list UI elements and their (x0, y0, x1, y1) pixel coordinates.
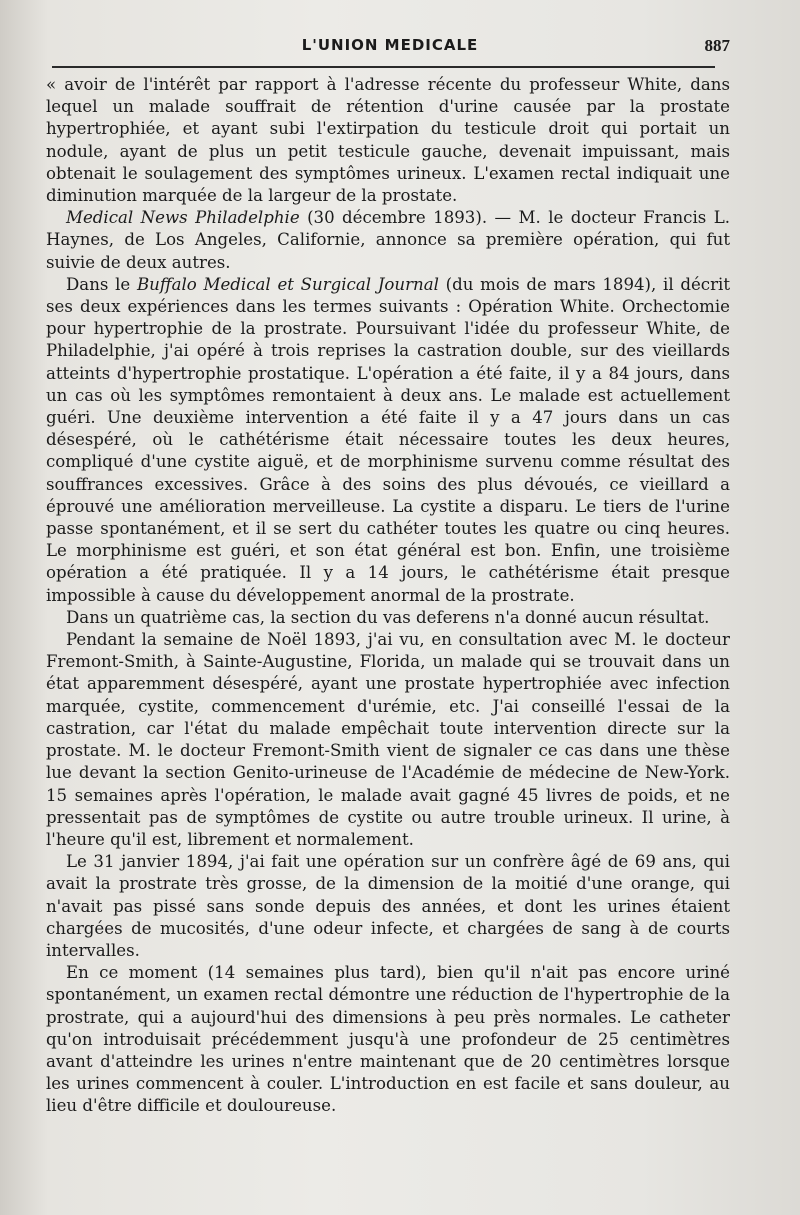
header-rule (52, 66, 715, 68)
paragraph (46, 607, 730, 629)
page-number: 887 (704, 36, 730, 55)
text-run: En ce moment (14 semaines plus tard), bien qu'il n'ait pas encore uriné spontanément, un examen rectal démontre une réduction de l'hypertrophie de la prostrate, qui a aujourd'hui des dimensions à peu près normales. Le catheter qu'on introduisait précédemment jusqu'à une profondeur de 25 centimètres avant d'atteindre les urines n'entre maintenant que de 20 centimètres lorsque les urines commencent à couler. L'introduction en est facile et sans douleur, au lieu d'être difficile et douloureuse. (46, 963, 730, 1116)
text-run: (30 décembre 1893). — M. le docteur Francis L. Haynes, de Los Angeles, Californie, annonce sa première opération, qui fut suivie de deux autres. (46, 208, 730, 272)
text-run: (du mois de mars 1894), il décrit ses deux expériences dans les termes suivants : Opération White. Orchectomie pour hypertrophie de la prostrate. Poursuivant l'idée du professeur White, de Philadelphie, j'ai opéré à trois reprises la castration double, sur des vieillards atteints d'hypertrophie prostatique. L'opération a été faite, il y a 84 jours, dans un cas où les symptômes remontaient à deux ans. Le malade est actuellement guéri. Une deuxième intervention a été faite il y a 47 jours dans un cas désespéré, où le cathétérisme était nécessaire toutes les deux heures, compliqué d'une cystite aiguë, et de morphinisme survenu comme résultat des souffrances excessives. Grâce à des soins des plus dévoués, ce vieillard a éprouvé une amélioration merveilleuse. La cystite a disparu. Le tiers de l'urine passe spontanément, et il se sert du cathéter toutes les quatre ou cinq heures. Le morphinisme est guéri, et son état général est bon. Enfin, une troisième opération a été pratiquée. Il y a 14 jours, le cathétérisme était presque impossible à cause du développement anormal de la prostrate. (46, 274, 730, 605)
paragraph (46, 629, 730, 851)
italic-citation: Buffalo Medical et Surgical Journal (136, 274, 439, 294)
text-run: « avoir de l'intérêt par rapport à l'adresse récente du professeur White, dans lequel un malade souffrait de rétention d'urine causée par la prostate hypertrophiée, et ayant subi l'extirpation du testicule droit qui portait un nodule, ayant de plus un petit testicule gauche, devenait impuissant, mais obtenait le soulagement des symptômes urineux. L'examen rectal indiquait une diminution marquée de la largeur de la prostate. (46, 75, 730, 206)
italic-citation: Medical News Philadelphie (66, 208, 300, 228)
running-head (50, 36, 730, 64)
article-body (46, 74, 730, 1118)
text-run: Pendant la semaine de Noël 1893, j'ai vu, en consultation avec M. le docteur Fremont-Smith, à Sainte-Augustine, Florida, un malade qui se trouvait dans un état apparemment désespéré, ayant une prostate hypertrophiée avec infection marquée, cystite, commencement d'urémie, etc. J'ai conseillé l'essai de la castration, car l'état du malade empêchait toute intervention directe sur la prostate. M. le docteur Fremont-Smith vient de signaler ce cas dans une thèse lue devant la section Genito-urineuse de l'Académie de médecine de New-York. 15 semaines après l'opération, le malade avait gagné 45 livres de poids, et ne pressentait pas de symptômes de cystite ou autre trouble urineux. Il urine, à l'heure qu'il est, librement et normalement. (46, 630, 730, 849)
paragraph (46, 74, 730, 207)
paragraph (46, 962, 730, 1117)
paragraph (46, 207, 730, 274)
paragraph (46, 851, 730, 962)
text-run: Dans un quatrième cas, la section du vas deferens n'a donné aucun résultat. (66, 607, 710, 627)
paragraph (46, 274, 730, 607)
text-run: Le 31 janvier 1894, j'ai fait une opération sur un confrère âgé de 69 ans, qui avait la prostrate très grosse, de la dimension de la moitié d'une orange, qui n'avait pas pissé sans sonde depuis des années, et dont les urines étaient chargées de mucosités, d'une odeur infecte, et chargées de sang à de courts intervalles. (46, 852, 730, 960)
text-run: Dans le (66, 274, 137, 294)
journal-title: L'UNION MEDICALE (301, 36, 479, 54)
